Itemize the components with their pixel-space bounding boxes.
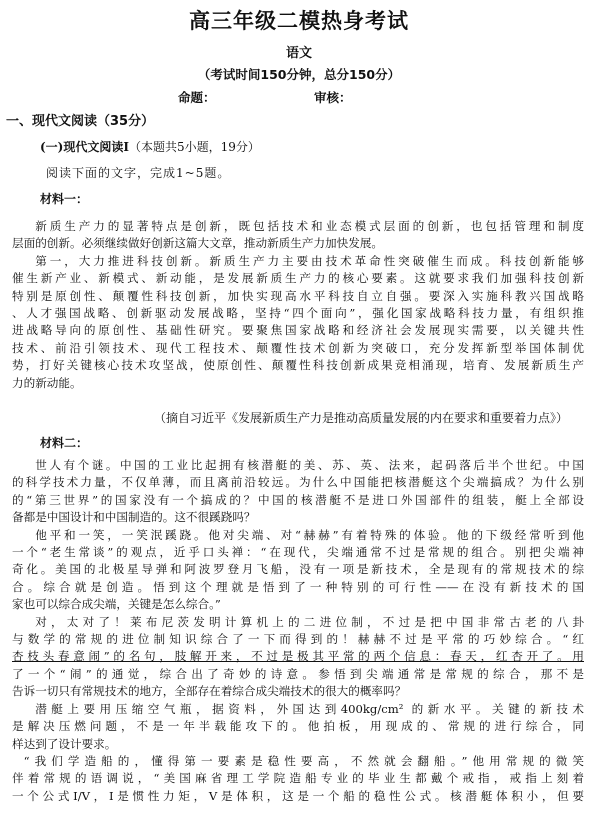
underlined-line: 杏枝头春意闹”的名句，肢解开来，不过是极其平常的两个信息：春天，红杏开了。用 bbox=[12, 649, 584, 664]
paragraph-line: 特别是原创性、颠覆性科技创新，加快实现高水平科技自立自强。要深入实施科教兴国战略 bbox=[12, 288, 584, 303]
paragraph-line: 奇化。美国的北极星导弹和阿波罗登月飞船，没有一项是新技术，全是现有的常规技术的综 bbox=[12, 562, 584, 577]
material1-source: （摘自习近平《发展新质生产力是推动高质量发展的内在要求和重要着力点》） bbox=[153, 411, 568, 425]
paragraph-line: 了一个“闹”的通觉，综合出了奇妙的诗意。参悟到尖端通常是常规的综合，那不是 bbox=[12, 666, 584, 681]
paragraph-line: 他平和一笑，一笑泯蹊跷。他对尖端、对“赫赫”有着特殊的体验。他的下级经常听到他 bbox=[35, 527, 584, 542]
exam-time-note: （考试时间150分钟，总分150分） bbox=[197, 67, 401, 82]
paragraph-line: 一个公式I/V，I是惯性力矩，V是体积，这是一个船的稳性公式。核潜艇体积小，但要 bbox=[12, 788, 584, 803]
paragraph-line: 力的新动能。 bbox=[12, 375, 82, 390]
reviewer-label: 审核： bbox=[314, 90, 352, 105]
section-heading: 一、现代文阅读（35分） bbox=[6, 114, 155, 129]
paragraph-line: 的“第三世界”的国家没有一个搞成的？中国的核潜艇不是进口外国部件的组装，艇上全部设 bbox=[12, 492, 584, 507]
paragraph-line: 备都是中国设计和中国制造的。这不很蹊跷吗？ bbox=[12, 510, 256, 525]
paragraph-line: 一个“老生常谈”的观点，近乎口头禅：“在现代，尖端通常不过是常规的组合。别把尖端神 bbox=[12, 545, 584, 560]
paragraph-line: 势，打好关键核心技术攻坚战，使原创性、颠覆性科技创新成果竞相涌现，培育、发展新质生产 bbox=[12, 358, 584, 373]
subsection-label: (一)现代文阅读I bbox=[40, 140, 129, 154]
paragraph-line: 伴着常规的语调说，“美国麻省理工学院造船专业的毕业生都戴个戒指，戒指上刻着 bbox=[12, 771, 584, 786]
material1-heading: 材料一： bbox=[40, 192, 89, 206]
paragraph-line: 样达到了设计要求。 bbox=[12, 736, 117, 751]
paragraph-line: 潜艇上要用压缩空气瓶，据资料，外国达到400kg/cm² 的新水平。关键的新技术 bbox=[35, 701, 584, 716]
paragraph-line: 新质生产力的显著特点是创新，既包括技术和业态模式层面的创新，也包括管理和制度 bbox=[35, 219, 584, 233]
material2-body bbox=[12, 457, 584, 805]
proposer-label: 命题： bbox=[178, 90, 216, 105]
instruction-text: 阅读下面的文字，完成1~5题。 bbox=[46, 166, 231, 180]
paragraph-line: 催生新产业、新模式、新动能，是发展新质生产力的核心要素。这就要求我们加强科技创新 bbox=[12, 271, 584, 286]
paragraph-line: 家也可以综合成尖端，关键是怎么综合。” bbox=[12, 597, 221, 612]
material2-heading: 材料二： bbox=[40, 436, 89, 450]
paragraph-line: 告诉一切只有常规技术的地方，全部存在着综合成尖端技术的很大的概率吗？ bbox=[12, 684, 407, 699]
paragraph-line: 世人有个谜。中国的工业比起拥有核潜艇的美、苏、英、法来，起码落后半个世纪。中国 bbox=[35, 458, 584, 472]
paragraph-line: 技术、前沿引领技术、现代工程技术、颠覆性技术创新为突破口，充分发挥新型举国体制优 bbox=[12, 340, 584, 355]
material1-body bbox=[12, 218, 584, 392]
signers-row bbox=[0, 88, 598, 108]
paragraph-line: “我们学造船的，懂得第一要素是稳性要高，不然就会翻船。”他用常规的微笑 bbox=[23, 753, 584, 768]
paragraph-line: 是解决压燃问题，不是一年半载能攻下的。他拍板，用现成的、常规的进行综合，同 bbox=[12, 719, 584, 734]
paragraph-line: 合。综合就是创造。悟到这个理就是悟到了一种特别的可行性——在没有新技术的国 bbox=[12, 579, 584, 594]
subsection-heading bbox=[40, 138, 260, 156]
subsection-note: （本题共5小题，19分） bbox=[128, 140, 260, 154]
paragraph-line: 与数学的常规的进位制知识综合了一下而得到的！赫赫不过是平常的巧妙综合。“红 bbox=[12, 632, 584, 647]
paragraph-line: 的科学技术力量，不仅单薄，而且离前沿较远。为什么中国能把核潜艇这个尖端搞成？为什么别 bbox=[12, 475, 584, 490]
exam-title: 高三年级二模热身考试 bbox=[189, 9, 409, 33]
paragraph-line: 进战略导向的原创性、基础性研究。要聚焦国家战略和经济社会发展现实需要，以关键共性 bbox=[12, 323, 584, 338]
paragraph-line: 、人才强国战略、创新驱动发展战略，坚持“四个面向”，强化国家战略科技力量，有组织推 bbox=[12, 306, 584, 321]
subject-label: 语文 bbox=[285, 46, 312, 61]
paragraph-line: 层面的创新。必须继续做好创新这篇大文章，推动新质生产力加快发展。 bbox=[12, 236, 384, 251]
paragraph-line: 对，太对了！莱布尼茨发明计算机上的二进位制，不过是把中国非常古老的八卦 bbox=[35, 614, 584, 629]
paragraph-line: 第一，大力推进科技创新。新质生产力主要由技术革命性突破催生而成。科技创新能够 bbox=[35, 253, 584, 268]
